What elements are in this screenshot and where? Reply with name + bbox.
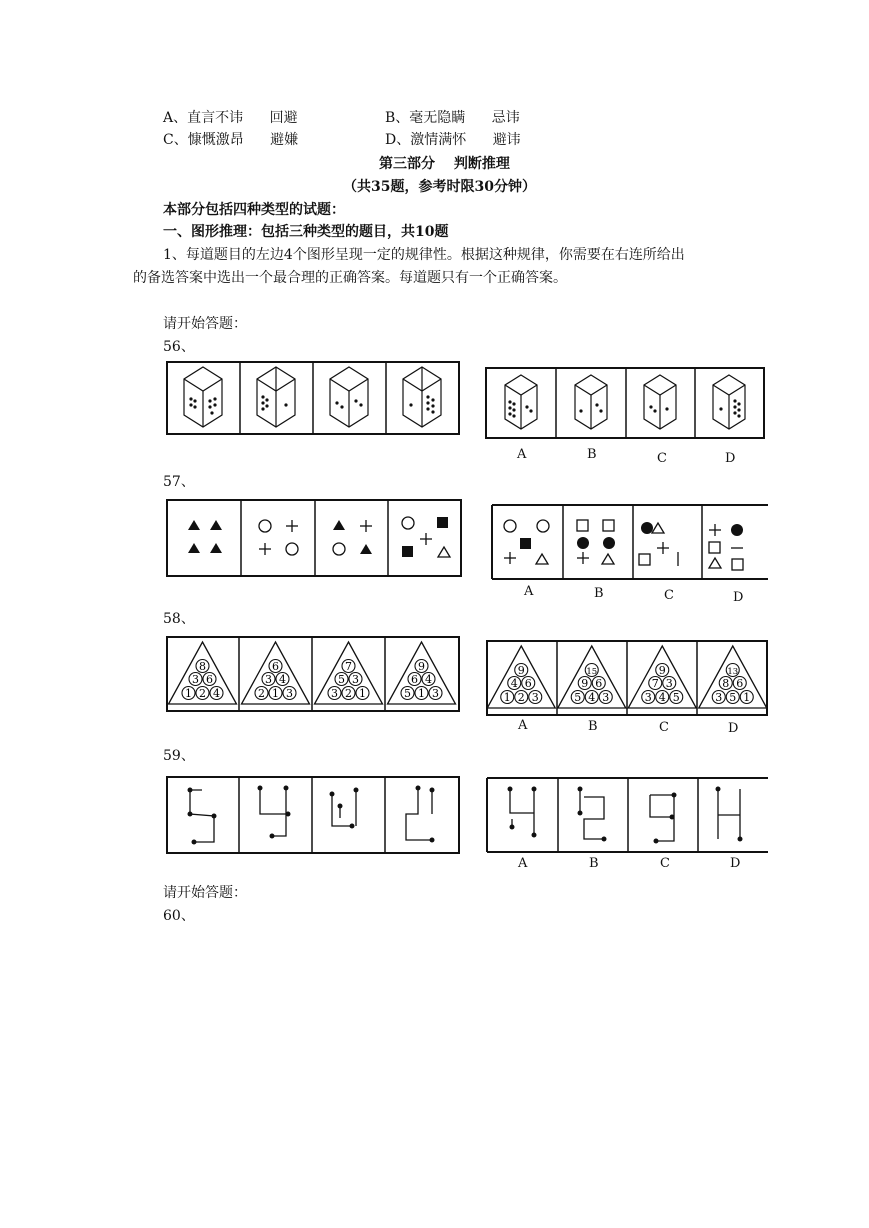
q58-question-figures xyxy=(166,636,460,712)
number-label: 9 xyxy=(418,660,425,673)
number-label: 4 xyxy=(213,687,220,700)
option-d-text: D、激情满怀 xyxy=(385,132,467,148)
question-56-number: 56、 xyxy=(163,339,195,355)
number-label: 2 xyxy=(199,687,206,700)
number-label: 7 xyxy=(651,677,659,690)
number-label: 5 xyxy=(404,687,411,700)
number-label: 4 xyxy=(588,691,596,704)
section-heading: 一、图形推理：包括三种类型的题目，共10题 xyxy=(163,224,449,240)
q57-answer-figures xyxy=(491,504,768,580)
number-label: 3 xyxy=(265,673,272,686)
number-label: 9 xyxy=(581,677,589,690)
section-subtitle: （共35题，参考时限30分钟） xyxy=(343,179,536,195)
q57-label-c: C xyxy=(664,588,674,603)
q58-label-c: C xyxy=(659,720,669,735)
option-b xyxy=(385,107,520,127)
q57-question-figures xyxy=(166,499,462,577)
q56-label-c: C xyxy=(657,451,667,466)
q56-label-b: B xyxy=(587,447,597,462)
number-label: 3 xyxy=(644,691,652,704)
number-label: 1 xyxy=(418,687,425,700)
number-label: 5 xyxy=(338,673,345,686)
option-b-text: B、毫无隐瞒 xyxy=(385,110,466,126)
number-label: 3 xyxy=(286,687,293,700)
section-intro: 本部分包括四种类型的试题： xyxy=(163,202,345,218)
number-label: 2 xyxy=(345,687,352,700)
number-label: 8 xyxy=(722,677,730,690)
q56-label-a: A xyxy=(517,447,527,462)
option-b-word: 忌讳 xyxy=(491,110,520,126)
number-label: 5 xyxy=(729,691,737,704)
number-label: 4 xyxy=(425,673,432,686)
q58-answer-figures xyxy=(486,640,768,716)
number-label: 1 xyxy=(743,691,751,704)
number-label: 2 xyxy=(258,687,265,700)
number-label: 3 xyxy=(602,691,610,704)
option-d-word: 避讳 xyxy=(492,132,521,148)
number-label: 1 xyxy=(185,687,192,700)
question-59-number: 59、 xyxy=(163,748,195,764)
number-label: 4 xyxy=(279,673,286,686)
number-label: 3 xyxy=(715,691,723,704)
number-label: 7 xyxy=(345,660,352,673)
option-a xyxy=(163,107,298,127)
number-label: 6 xyxy=(272,660,279,673)
option-a-text: A、直言不讳 xyxy=(163,110,244,126)
instruction-line-1: 1、每道题目的左边4个图形呈现一定的规律性。根据这种规律，你需要在右连所给出 xyxy=(163,247,685,263)
q57-label-b: B xyxy=(594,586,604,601)
number-label: 6 xyxy=(736,677,744,690)
number-label: 4 xyxy=(510,677,518,690)
number-label: 6 xyxy=(595,677,603,690)
q56-cube-1 xyxy=(184,367,222,427)
number-label: 5 xyxy=(672,691,680,704)
number-label: 3 xyxy=(665,677,673,690)
q59-label-a: A xyxy=(518,856,528,871)
number-label: 1 xyxy=(359,687,366,700)
instruction-line-2: 的备选答案中选出一个最合理的正确答案。每道题只有一个正确答案。 xyxy=(133,270,567,286)
q58-label-a: A xyxy=(518,718,528,733)
option-c-text: C、慷慨激昂 xyxy=(163,132,244,148)
number-label: 3 xyxy=(352,673,359,686)
option-c xyxy=(163,129,298,149)
q58-label-d: D xyxy=(728,721,739,736)
number-label: 6 xyxy=(524,677,532,690)
number-label: 8 xyxy=(199,660,206,673)
q56-answer-figures xyxy=(485,367,765,439)
number-label: 15 xyxy=(586,667,598,677)
option-d xyxy=(385,129,521,149)
q56-label-d: D xyxy=(725,451,736,466)
number-label: 13 xyxy=(727,667,739,677)
number-label: 5 xyxy=(574,691,582,704)
number-label: 3 xyxy=(531,691,539,704)
number-label: 3 xyxy=(192,673,199,686)
start-prompt: 请开始答题： xyxy=(163,316,247,332)
question-58-number: 58、 xyxy=(163,611,195,627)
q59-label-d: D xyxy=(730,856,741,871)
number-label: 1 xyxy=(503,691,511,704)
number-label: 6 xyxy=(206,673,213,686)
number-label: 2 xyxy=(517,691,525,704)
number-label: 3 xyxy=(331,687,338,700)
q56-question-figures xyxy=(166,361,460,435)
option-a-word: 回避 xyxy=(269,110,298,126)
section-title: 第三部分 判断推理 xyxy=(379,156,510,172)
q59-question-figures xyxy=(166,776,460,854)
number-label: 1 xyxy=(272,687,279,700)
question-60-number: 60、 xyxy=(163,908,195,924)
option-c-word: 避嫌 xyxy=(270,132,299,148)
q56-cube-4 xyxy=(403,367,441,427)
q59-label-c: C xyxy=(660,856,670,871)
number-label: 4 xyxy=(658,691,666,704)
number-label: 6 xyxy=(411,673,418,686)
number-label: 9 xyxy=(517,664,525,677)
question-57-number: 57、 xyxy=(163,474,195,490)
start-prompt-2: 请开始答题： xyxy=(163,885,247,901)
q57-label-d: D xyxy=(733,590,744,605)
number-label: 3 xyxy=(432,687,439,700)
q57-label-a: A xyxy=(524,584,534,599)
q58-label-b: B xyxy=(588,719,598,734)
q59-answer-figures xyxy=(486,777,768,853)
q59-label-b: B xyxy=(589,856,599,871)
q56-cube-3 xyxy=(330,367,368,427)
number-label: 9 xyxy=(658,664,666,677)
